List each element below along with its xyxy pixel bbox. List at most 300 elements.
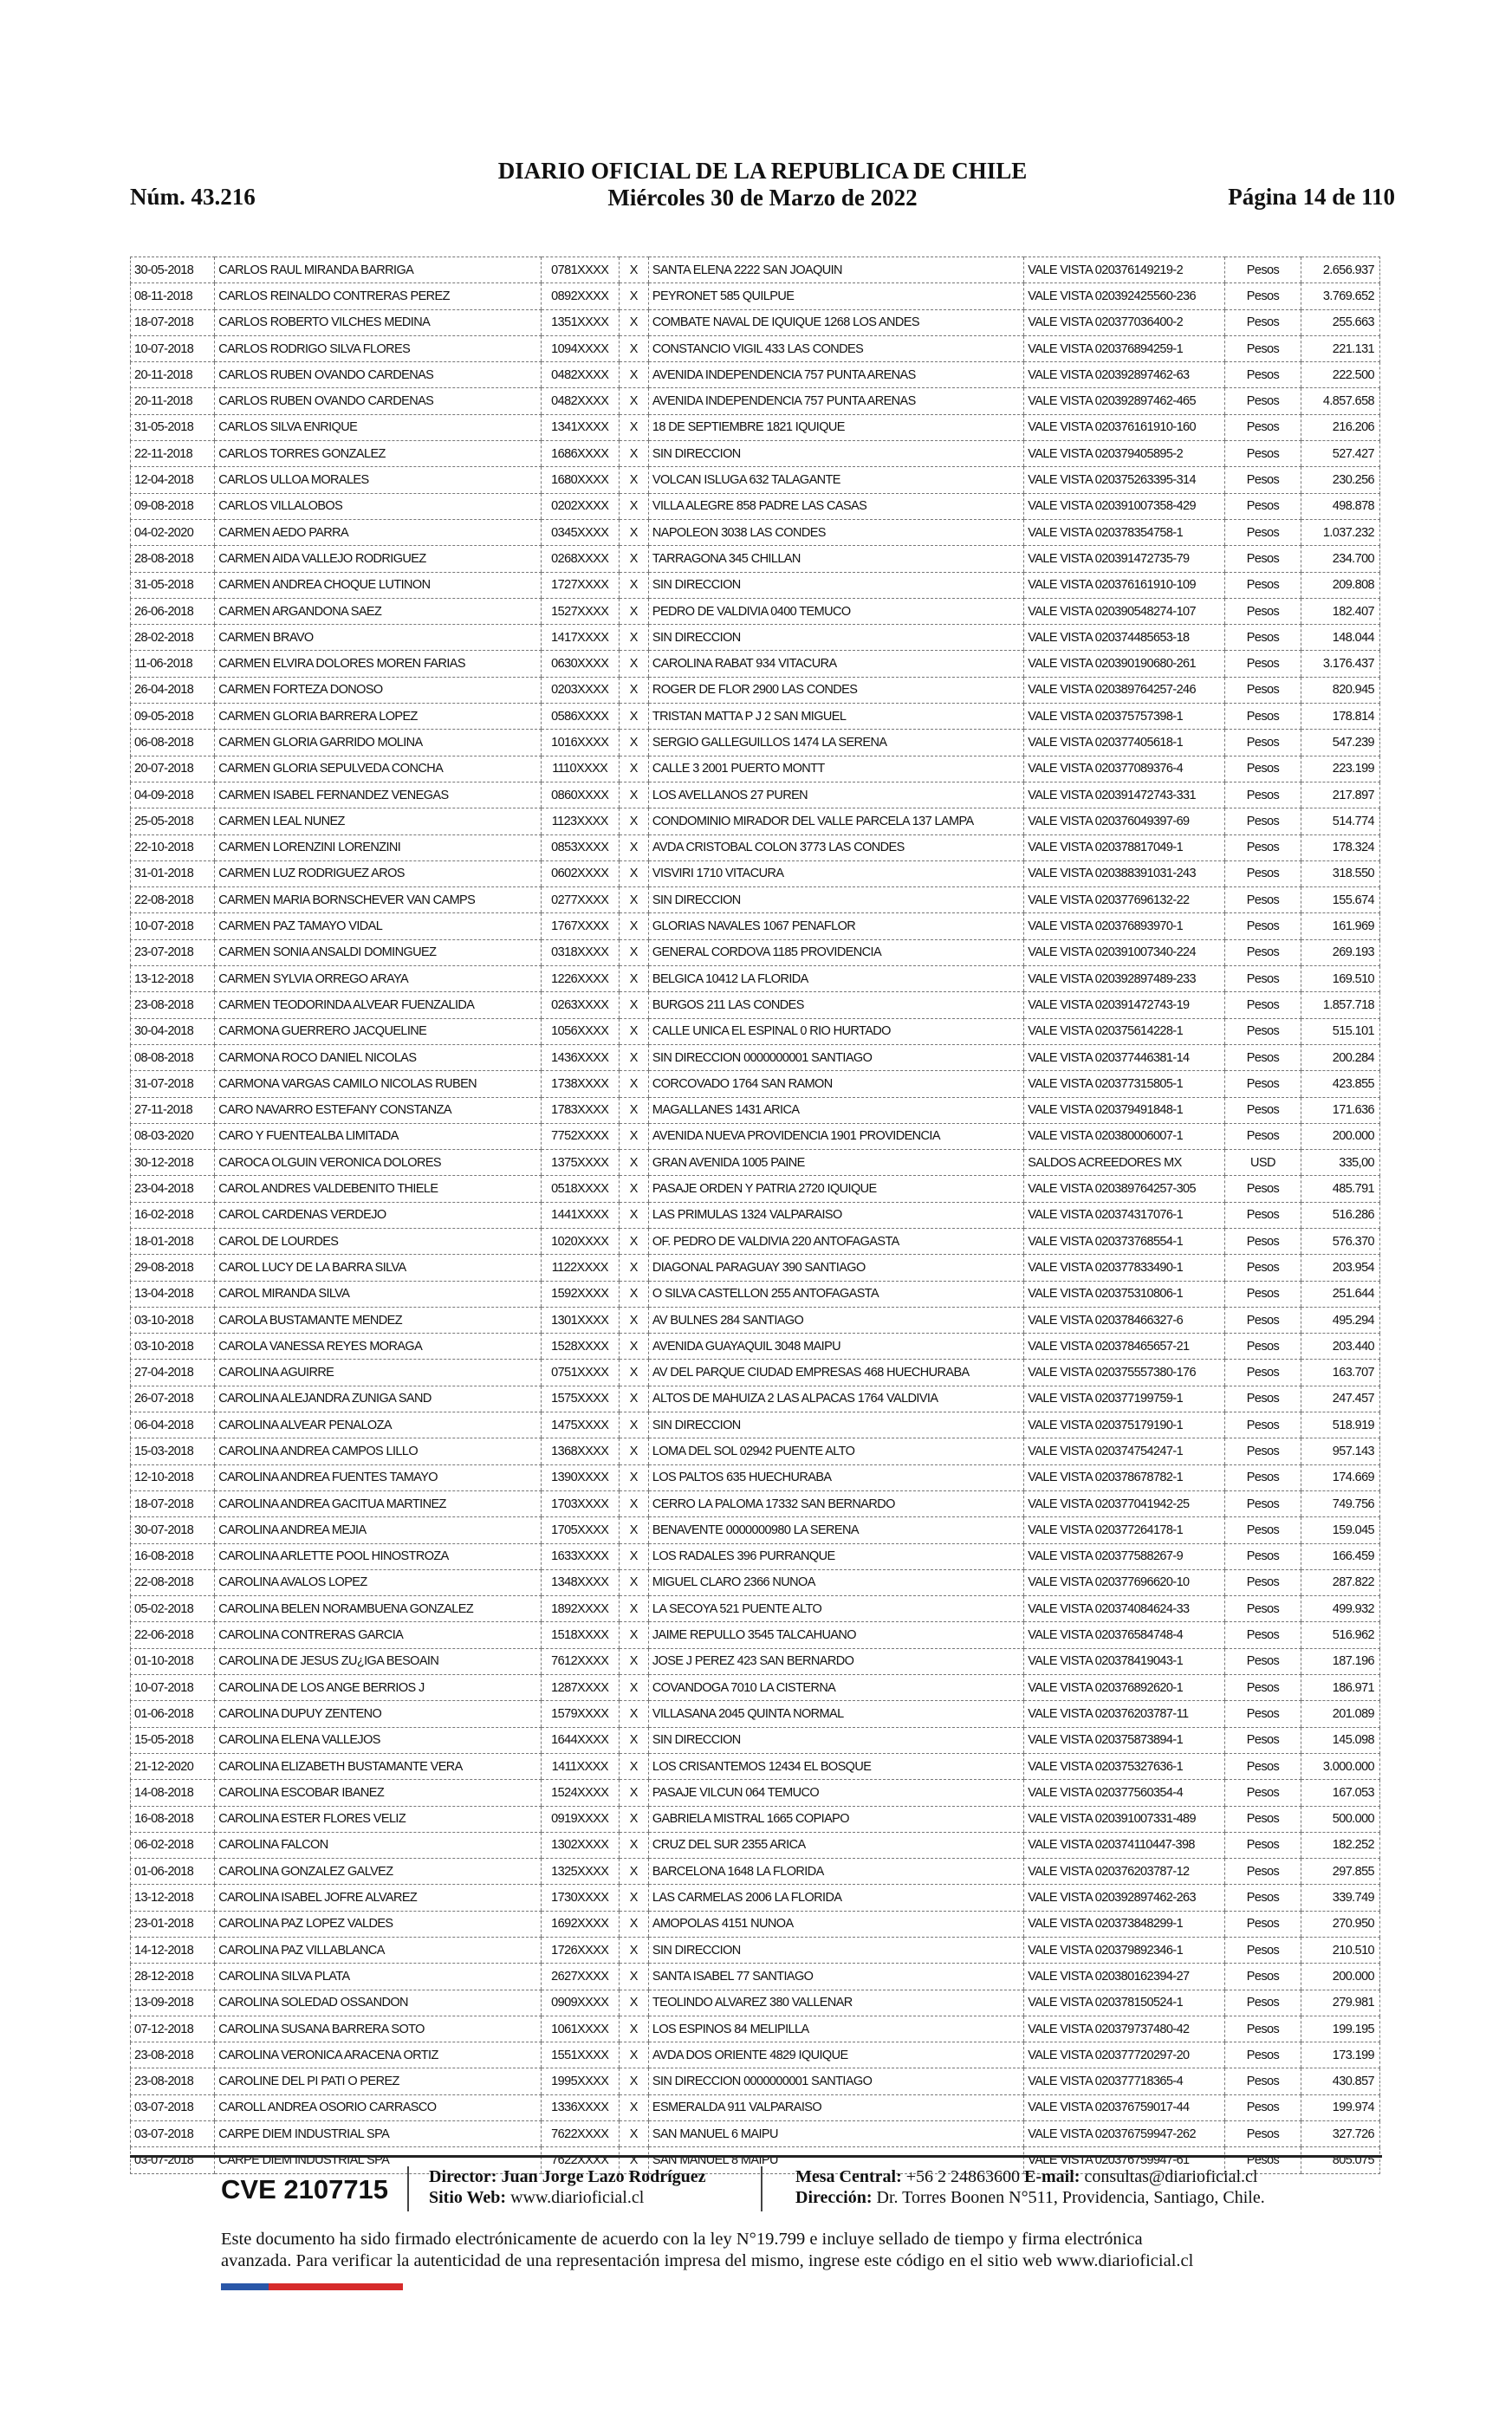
row-currency: Pesos bbox=[1225, 834, 1301, 860]
row-currency: Pesos bbox=[1225, 913, 1301, 939]
row-mark: X bbox=[619, 441, 648, 467]
row-rut: 0518XXXX bbox=[541, 1176, 619, 1202]
row-document: VALE VISTA 020377696132-22 bbox=[1024, 887, 1225, 913]
table-row bbox=[131, 677, 1380, 703]
row-rut: 0268XXXX bbox=[541, 546, 619, 572]
row-name: CAROLINA ARLETTE POOL HINOSTROZA bbox=[215, 1543, 542, 1569]
table-row bbox=[131, 625, 1380, 651]
row-date: 18-01-2018 bbox=[131, 1228, 215, 1254]
row-address: LOMA DEL SOL 02942 PUENTE ALTO bbox=[648, 1438, 1023, 1464]
row-name: CAROL ANDRES VALDEBENITO THIELE bbox=[215, 1176, 542, 1202]
row-mark: X bbox=[619, 860, 648, 886]
address-value: Dr. Torres Boonen N°511, Providencia, Santiago, Chile. bbox=[876, 2188, 1265, 2207]
row-address: SIN DIRECCION 0000000001 SANTIAGO bbox=[648, 2068, 1023, 2094]
row-rut: 0751XXXX bbox=[541, 1360, 619, 1386]
row-amount: 327.726 bbox=[1301, 2121, 1379, 2147]
row-mark: X bbox=[619, 1885, 648, 1911]
row-document: VALE VISTA 020376149219-2 bbox=[1024, 257, 1225, 283]
row-currency: Pesos bbox=[1225, 1675, 1301, 1701]
row-mark: X bbox=[619, 1018, 648, 1044]
row-currency: Pesos bbox=[1225, 257, 1301, 283]
row-amount: 1.857.718 bbox=[1301, 992, 1379, 1018]
row-mark: X bbox=[619, 572, 648, 598]
row-address: LOS RADALES 396 PURRANQUE bbox=[648, 1543, 1023, 1569]
row-address: BENAVENTE 0000000980 LA SERENA bbox=[648, 1517, 1023, 1543]
table-row bbox=[131, 1386, 1380, 1412]
row-mark: X bbox=[619, 1596, 648, 1622]
row-rut: 1730XXXX bbox=[541, 1885, 619, 1911]
row-name: CAROLINE DEL PI PATI O PEREZ bbox=[215, 2068, 542, 2094]
row-mark: X bbox=[619, 519, 648, 545]
row-currency: Pesos bbox=[1225, 1071, 1301, 1097]
row-document: VALE VISTA 020378150524-1 bbox=[1024, 1990, 1225, 2016]
table-row bbox=[131, 1228, 1380, 1254]
row-mark: X bbox=[619, 1438, 648, 1464]
row-currency: Pesos bbox=[1225, 1832, 1301, 1858]
row-rut: 1703XXXX bbox=[541, 1490, 619, 1516]
row-name: CAROLINA VERONICA ARACENA ORTIZ bbox=[215, 2042, 542, 2068]
row-currency: Pesos bbox=[1225, 1176, 1301, 1202]
row-rut: 1579XXXX bbox=[541, 1701, 619, 1727]
row-rut: 1705XXXX bbox=[541, 1517, 619, 1543]
row-rut: 1528XXXX bbox=[541, 1334, 619, 1360]
row-date: 23-08-2018 bbox=[131, 2068, 215, 2094]
row-rut: 1336XXXX bbox=[541, 2094, 619, 2120]
row-rut: 1644XXXX bbox=[541, 1727, 619, 1753]
row-mark: X bbox=[619, 1176, 648, 1202]
row-currency: Pesos bbox=[1225, 1964, 1301, 1990]
flag-red-segment bbox=[269, 2283, 403, 2290]
row-rut: 2627XXXX bbox=[541, 1964, 619, 1990]
row-name: CARLOS RAUL MIRANDA BARRIGA bbox=[215, 257, 542, 283]
row-document: VALE VISTA 020377720297-20 bbox=[1024, 2042, 1225, 2068]
row-date: 14-12-2018 bbox=[131, 1938, 215, 1964]
row-currency: Pesos bbox=[1225, 414, 1301, 440]
row-mark: X bbox=[619, 1964, 648, 1990]
row-address: GABRIELA MISTRAL 1665 COPIAPO bbox=[648, 1806, 1023, 1832]
row-name: CAROLA VANESSA REYES MORAGA bbox=[215, 1334, 542, 1360]
row-mark: X bbox=[619, 1727, 648, 1753]
footer-separator bbox=[761, 2166, 762, 2211]
table-row bbox=[131, 860, 1380, 886]
row-mark: X bbox=[619, 1806, 648, 1832]
row-address: AMOPOLAS 4151 NUNOA bbox=[648, 1911, 1023, 1937]
row-date: 22-10-2018 bbox=[131, 834, 215, 860]
row-address: LAS PRIMULAS 1324 VALPARAISO bbox=[648, 1202, 1023, 1228]
register-table bbox=[130, 256, 1380, 2174]
table-row bbox=[131, 808, 1380, 834]
row-address: AVENIDA NUEVA PROVIDENCIA 1901 PROVIDENCIA bbox=[648, 1123, 1023, 1149]
row-name: CARMEN SYLVIA ORREGO ARAYA bbox=[215, 966, 542, 992]
row-rut: 0263XXXX bbox=[541, 992, 619, 1018]
row-date: 16-08-2018 bbox=[131, 1806, 215, 1832]
row-address: CERRO LA PALOMA 17332 SAN BERNARDO bbox=[648, 1490, 1023, 1516]
cve-code: CVE 2107715 bbox=[221, 2174, 389, 2204]
row-address: CRUZ DEL SUR 2355 ARICA bbox=[648, 1832, 1023, 1858]
row-amount: 199.195 bbox=[1301, 2016, 1379, 2042]
table-row bbox=[131, 2042, 1380, 2068]
row-currency: Pesos bbox=[1225, 362, 1301, 388]
row-date: 03-07-2018 bbox=[131, 2121, 215, 2147]
row-amount: 182.252 bbox=[1301, 1832, 1379, 1858]
row-document: VALE VISTA 020376759947-262 bbox=[1024, 2121, 1225, 2147]
row-rut: 1475XXXX bbox=[541, 1412, 619, 1438]
row-rut: 1341XXXX bbox=[541, 414, 619, 440]
row-mark: X bbox=[619, 2147, 648, 2173]
row-currency: Pesos bbox=[1225, 546, 1301, 572]
table-row bbox=[131, 1622, 1380, 1648]
row-document: SALDOS ACREEDORES MX bbox=[1024, 1150, 1225, 1176]
table-row bbox=[131, 1964, 1380, 1990]
row-address: BURGOS 211 LAS CONDES bbox=[648, 992, 1023, 1018]
row-currency: Pesos bbox=[1225, 1753, 1301, 1779]
row-document: VALE VISTA 020379405895-2 bbox=[1024, 441, 1225, 467]
row-amount: 155.674 bbox=[1301, 887, 1379, 913]
table-row bbox=[131, 1438, 1380, 1464]
row-address: NAPOLEON 3038 LAS CONDES bbox=[648, 519, 1023, 545]
row-amount: 4.857.658 bbox=[1301, 388, 1379, 414]
row-amount: 279.981 bbox=[1301, 1990, 1379, 2016]
row-mark: X bbox=[619, 2121, 648, 2147]
row-amount: 203.954 bbox=[1301, 1255, 1379, 1281]
row-address: BARCELONA 1648 LA FLORIDA bbox=[648, 1859, 1023, 1885]
table-row bbox=[131, 1255, 1380, 1281]
email-link[interactable]: consultas@diarioficial.cl bbox=[1084, 2167, 1258, 2186]
row-mark: X bbox=[619, 467, 648, 493]
row-mark: X bbox=[619, 1412, 648, 1438]
row-name: CARPE DIEM INDUSTRIAL SPA bbox=[215, 2147, 542, 2173]
row-amount: 200.000 bbox=[1301, 1964, 1379, 1990]
row-amount: 234.700 bbox=[1301, 546, 1379, 572]
row-name: CARLOS RODRIGO SILVA FLORES bbox=[215, 335, 542, 361]
row-address: LOS AVELLANOS 27 PUREN bbox=[648, 782, 1023, 808]
row-name: CARMEN ELVIRA DOLORES MOREN FARIAS bbox=[215, 651, 542, 677]
row-rut: 0919XXXX bbox=[541, 1806, 619, 1832]
row-amount: 485.791 bbox=[1301, 1176, 1379, 1202]
row-amount: 3.000.000 bbox=[1301, 1753, 1379, 1779]
row-currency: Pesos bbox=[1225, 1911, 1301, 1937]
row-date: 06-04-2018 bbox=[131, 1412, 215, 1438]
row-name: CAROLINA ALEJANDRA ZUNIGA SAND bbox=[215, 1386, 542, 1412]
director-block bbox=[429, 2166, 706, 2208]
row-amount: 222.500 bbox=[1301, 362, 1379, 388]
row-mark: X bbox=[619, 2094, 648, 2120]
row-document: VALE VISTA 020376203787-11 bbox=[1024, 1701, 1225, 1727]
table-row bbox=[131, 913, 1380, 939]
row-amount: 297.855 bbox=[1301, 1859, 1379, 1885]
row-mark: X bbox=[619, 704, 648, 730]
row-name: CARMEN TEODORINDA ALVEAR FUENZALIDA bbox=[215, 992, 542, 1018]
row-currency: Pesos bbox=[1225, 1990, 1301, 2016]
row-name: CAROLINA SOLEDAD OSSANDON bbox=[215, 1990, 542, 2016]
row-name: CARMEN GLORIA GARRIDO MOLINA bbox=[215, 730, 542, 756]
row-address: SERGIO GALLEGUILLOS 1474 LA SERENA bbox=[648, 730, 1023, 756]
row-rut: 1783XXXX bbox=[541, 1097, 619, 1123]
row-address: SIN DIRECCION bbox=[648, 441, 1023, 467]
row-amount: 221.131 bbox=[1301, 335, 1379, 361]
row-document: VALE VISTA 020392425560-236 bbox=[1024, 283, 1225, 309]
row-name: CAROLINA ELENA VALLEJOS bbox=[215, 1727, 542, 1753]
table-row bbox=[131, 1517, 1380, 1543]
row-amount: 174.669 bbox=[1301, 1464, 1379, 1490]
row-amount: 527.427 bbox=[1301, 441, 1379, 467]
row-rut: 1020XXXX bbox=[541, 1228, 619, 1254]
row-amount: 430.857 bbox=[1301, 2068, 1379, 2094]
row-currency: Pesos bbox=[1225, 651, 1301, 677]
row-date: 04-02-2020 bbox=[131, 519, 215, 545]
register-body bbox=[131, 257, 1380, 2174]
row-rut: 1692XXXX bbox=[541, 1911, 619, 1937]
row-document: VALE VISTA 020391007331-489 bbox=[1024, 1806, 1225, 1832]
row-document: VALE VISTA 020377560354-4 bbox=[1024, 1780, 1225, 1806]
row-document: VALE VISTA 020375557380-176 bbox=[1024, 1360, 1225, 1386]
row-document: VALE VISTA 020390548274-107 bbox=[1024, 598, 1225, 624]
row-name: CARLOS RUBEN OVANDO CARDENAS bbox=[215, 362, 542, 388]
table-row bbox=[131, 598, 1380, 624]
row-date: 23-01-2018 bbox=[131, 1911, 215, 1937]
row-name: CARMEN GLORIA SEPULVEDA CONCHA bbox=[215, 756, 542, 782]
row-date: 04-09-2018 bbox=[131, 782, 215, 808]
row-currency: Pesos bbox=[1225, 756, 1301, 782]
row-name: CAROLINA ISABEL JOFRE ALVAREZ bbox=[215, 1885, 542, 1911]
row-amount: 186.971 bbox=[1301, 1675, 1379, 1701]
table-row bbox=[131, 519, 1380, 545]
row-name: CARMEN ISABEL FERNANDEZ VENEGAS bbox=[215, 782, 542, 808]
row-address: VILLA ALEGRE 858 PADRE LAS CASAS bbox=[648, 493, 1023, 519]
row-rut: 1287XXXX bbox=[541, 1675, 619, 1701]
row-currency: USD bbox=[1225, 1150, 1301, 1176]
row-currency: Pesos bbox=[1225, 1727, 1301, 1753]
table-row bbox=[131, 1176, 1380, 1202]
row-name: CARO Y FUENTEALBA LIMITADA bbox=[215, 1123, 542, 1149]
row-date: 26-04-2018 bbox=[131, 677, 215, 703]
issue-number: Núm. 43.216 bbox=[130, 184, 256, 210]
row-address: CALLE UNICA EL ESPINAL 0 RIO HURTADO bbox=[648, 1018, 1023, 1044]
row-date: 09-05-2018 bbox=[131, 704, 215, 730]
row-address: PEYRONET 585 QUILPUE bbox=[648, 283, 1023, 309]
row-amount: 499.932 bbox=[1301, 1596, 1379, 1622]
row-rut: 0482XXXX bbox=[541, 388, 619, 414]
row-currency: Pesos bbox=[1225, 1202, 1301, 1228]
table-row bbox=[131, 1596, 1380, 1622]
row-mark: X bbox=[619, 1044, 648, 1070]
row-rut: 1375XXXX bbox=[541, 1150, 619, 1176]
row-rut: 1527XXXX bbox=[541, 598, 619, 624]
row-document: VALE VISTA 020391007340-224 bbox=[1024, 939, 1225, 965]
contact-line bbox=[795, 2166, 1265, 2187]
title-line-1: DIARIO OFICIAL DE LA REPUBLICA DE CHILE bbox=[497, 158, 1028, 184]
row-document: VALE VISTA 020380006007-1 bbox=[1024, 1123, 1225, 1149]
row-document: VALE VISTA 020392897462-63 bbox=[1024, 362, 1225, 388]
table-row bbox=[131, 1490, 1380, 1516]
row-date: 30-04-2018 bbox=[131, 1018, 215, 1044]
table-row bbox=[131, 1569, 1380, 1595]
table-row bbox=[131, 388, 1380, 414]
row-rut: 0781XXXX bbox=[541, 257, 619, 283]
row-currency: Pesos bbox=[1225, 335, 1301, 361]
row-document: VALE VISTA 020373768554-1 bbox=[1024, 1228, 1225, 1254]
row-date: 30-07-2018 bbox=[131, 1517, 215, 1543]
row-rut: 1411XXXX bbox=[541, 1753, 619, 1779]
table-row bbox=[131, 1307, 1380, 1333]
row-currency: Pesos bbox=[1225, 1018, 1301, 1044]
row-amount: 749.756 bbox=[1301, 1490, 1379, 1516]
row-document: VALE VISTA 020376584748-4 bbox=[1024, 1622, 1225, 1648]
legal-line-1: Este documento ha sido firmado electrónicamente de acuerdo con la ley N°19.799 e incluye sellado de tiempo y firma electrónica bbox=[221, 2230, 1143, 2249]
mesa-phone: +56 2 24863600 bbox=[905, 2167, 1021, 2186]
director-name: Juan Jorge Lazo Rodríguez bbox=[501, 2167, 706, 2186]
row-date: 01-06-2018 bbox=[131, 1859, 215, 1885]
row-name: CARMEN PAZ TAMAYO VIDAL bbox=[215, 913, 542, 939]
row-address: AVENIDA INDEPENDENCIA 757 PUNTA ARENAS bbox=[648, 362, 1023, 388]
row-mark: X bbox=[619, 2016, 648, 2042]
table-row bbox=[131, 756, 1380, 782]
row-address: CAROLINA RABAT 934 VITACURA bbox=[648, 651, 1023, 677]
table-row bbox=[131, 1990, 1380, 2016]
row-name: CAROLINA CONTRERAS GARCIA bbox=[215, 1622, 542, 1648]
row-amount: 1.037.232 bbox=[1301, 519, 1379, 545]
row-document: VALE VISTA 020376049397-69 bbox=[1024, 808, 1225, 834]
row-currency: Pesos bbox=[1225, 598, 1301, 624]
table-row bbox=[131, 1885, 1380, 1911]
flag-blue-segment bbox=[221, 2283, 269, 2290]
row-name: CAROLINA ANDREA CAMPOS LILLO bbox=[215, 1438, 542, 1464]
row-date: 10-07-2018 bbox=[131, 913, 215, 939]
row-date: 22-08-2018 bbox=[131, 887, 215, 913]
row-mark: X bbox=[619, 1622, 648, 1648]
row-mark: X bbox=[619, 651, 648, 677]
table-row bbox=[131, 1334, 1380, 1360]
row-rut: 1061XXXX bbox=[541, 2016, 619, 2042]
row-date: 23-08-2018 bbox=[131, 2042, 215, 2068]
row-date: 25-05-2018 bbox=[131, 808, 215, 834]
legal-notice bbox=[221, 2229, 1382, 2272]
row-rut: 1123XXXX bbox=[541, 808, 619, 834]
row-name: CARMEN LORENZINI LORENZINI bbox=[215, 834, 542, 860]
row-mark: X bbox=[619, 1307, 648, 1333]
title-line-2: Miércoles 30 de Marzo de 2022 bbox=[607, 185, 918, 211]
row-document: VALE VISTA 020377588267-9 bbox=[1024, 1543, 1225, 1569]
row-date: 28-08-2018 bbox=[131, 546, 215, 572]
row-name: CAROLINA DE JESUS ZU¿IGA BESOAIN bbox=[215, 1648, 542, 1674]
table-row bbox=[131, 1675, 1380, 1701]
row-name: CARLOS VILLALOBOS bbox=[215, 493, 542, 519]
row-rut: 7612XXXX bbox=[541, 1648, 619, 1674]
row-address: CORCOVADO 1764 SAN RAMON bbox=[648, 1071, 1023, 1097]
row-address: MIGUEL CLARO 2366 NUNOA bbox=[648, 1569, 1023, 1595]
table-row bbox=[131, 467, 1380, 493]
row-name: CAROLINA ANDREA MEJIA bbox=[215, 1517, 542, 1543]
table-row bbox=[131, 1150, 1380, 1176]
row-currency: Pesos bbox=[1225, 704, 1301, 730]
row-currency: Pesos bbox=[1225, 467, 1301, 493]
row-amount: 251.644 bbox=[1301, 1281, 1379, 1307]
row-name: CAROL LUCY DE LA BARRA SILVA bbox=[215, 1255, 542, 1281]
table-row bbox=[131, 1543, 1380, 1569]
row-currency: Pesos bbox=[1225, 519, 1301, 545]
row-currency: Pesos bbox=[1225, 309, 1301, 335]
row-currency: Pesos bbox=[1225, 1360, 1301, 1386]
row-amount: 498.878 bbox=[1301, 493, 1379, 519]
row-name: CARLOS SILVA ENRIQUE bbox=[215, 414, 542, 440]
row-name: CARMEN AIDA VALLEJO RODRIGUEZ bbox=[215, 546, 542, 572]
row-amount: 516.286 bbox=[1301, 1202, 1379, 1228]
row-amount: 182.407 bbox=[1301, 598, 1379, 624]
site-link[interactable]: www.diarioficial.cl bbox=[510, 2188, 645, 2207]
row-mark: X bbox=[619, 939, 648, 965]
address-label: Dirección: bbox=[795, 2188, 873, 2207]
row-currency: Pesos bbox=[1225, 1859, 1301, 1885]
row-name: CAROLINA ESCOBAR IBANEZ bbox=[215, 1780, 542, 1806]
row-name: CAROL MIRANDA SILVA bbox=[215, 1281, 542, 1307]
table-row bbox=[131, 1911, 1380, 1937]
row-rut: 0277XXXX bbox=[541, 887, 619, 913]
table-row bbox=[131, 1044, 1380, 1070]
row-mark: X bbox=[619, 808, 648, 834]
row-address: LOS PALTOS 635 HUECHURABA bbox=[648, 1464, 1023, 1490]
row-currency: Pesos bbox=[1225, 625, 1301, 651]
row-mark: X bbox=[619, 1097, 648, 1123]
row-document: VALE VISTA 020378678782-1 bbox=[1024, 1464, 1225, 1490]
row-date: 16-02-2018 bbox=[131, 1202, 215, 1228]
row-name: CAROLINA ANDREA GACITUA MARTINEZ bbox=[215, 1490, 542, 1516]
row-date: 07-12-2018 bbox=[131, 2016, 215, 2042]
row-amount: 547.239 bbox=[1301, 730, 1379, 756]
row-date: 03-10-2018 bbox=[131, 1334, 215, 1360]
row-mark: X bbox=[619, 1911, 648, 1937]
row-address: ROGER DE FLOR 2900 LAS CONDES bbox=[648, 677, 1023, 703]
row-currency: Pesos bbox=[1225, 1596, 1301, 1622]
row-name: CAROCA OLGUIN VERONICA DOLORES bbox=[215, 1150, 542, 1176]
row-date: 13-12-2018 bbox=[131, 1885, 215, 1911]
row-address: TEOLINDO ALVAREZ 380 VALLENAR bbox=[648, 1990, 1023, 2016]
row-currency: Pesos bbox=[1225, 1780, 1301, 1806]
table-row bbox=[131, 1018, 1380, 1044]
row-document: VALE VISTA 020376893970-1 bbox=[1024, 913, 1225, 939]
row-amount: 3.769.652 bbox=[1301, 283, 1379, 309]
row-rut: 0853XXXX bbox=[541, 834, 619, 860]
row-rut: 0586XXXX bbox=[541, 704, 619, 730]
row-amount: 173.199 bbox=[1301, 2042, 1379, 2068]
row-document: VALE VISTA 020390190680-261 bbox=[1024, 651, 1225, 677]
row-amount: 200.000 bbox=[1301, 1123, 1379, 1149]
row-rut: 1325XXXX bbox=[541, 1859, 619, 1885]
table-row bbox=[131, 309, 1380, 335]
row-rut: 1524XXXX bbox=[541, 1780, 619, 1806]
row-address: VOLCAN ISLUGA 632 TALAGANTE bbox=[648, 467, 1023, 493]
row-name: CAROLINA FALCON bbox=[215, 1832, 542, 1858]
row-mark: X bbox=[619, 730, 648, 756]
row-name: CAROLINA AGUIRRE bbox=[215, 1360, 542, 1386]
row-document: VALE VISTA 020378419043-1 bbox=[1024, 1648, 1225, 1674]
row-name: CARMEN AEDO PARRA bbox=[215, 519, 542, 545]
table-row bbox=[131, 1753, 1380, 1779]
row-mark: X bbox=[619, 834, 648, 860]
row-document: VALE VISTA 020375757398-1 bbox=[1024, 704, 1225, 730]
row-rut: 0602XXXX bbox=[541, 860, 619, 886]
row-document: VALE VISTA 020377446381-14 bbox=[1024, 1044, 1225, 1070]
table-row bbox=[131, 441, 1380, 467]
row-amount: 339.749 bbox=[1301, 1885, 1379, 1911]
row-currency: Pesos bbox=[1225, 1885, 1301, 1911]
row-address: SIN DIRECCION 0000000001 SANTIAGO bbox=[648, 1044, 1023, 1070]
row-currency: Pesos bbox=[1225, 2121, 1301, 2147]
row-date: 01-10-2018 bbox=[131, 1648, 215, 1674]
row-currency: Pesos bbox=[1225, 493, 1301, 519]
row-document: VALE VISTA 020392897462-465 bbox=[1024, 388, 1225, 414]
row-document: VALE VISTA 020377315805-1 bbox=[1024, 1071, 1225, 1097]
row-document: VALE VISTA 020377264178-1 bbox=[1024, 1517, 1225, 1543]
